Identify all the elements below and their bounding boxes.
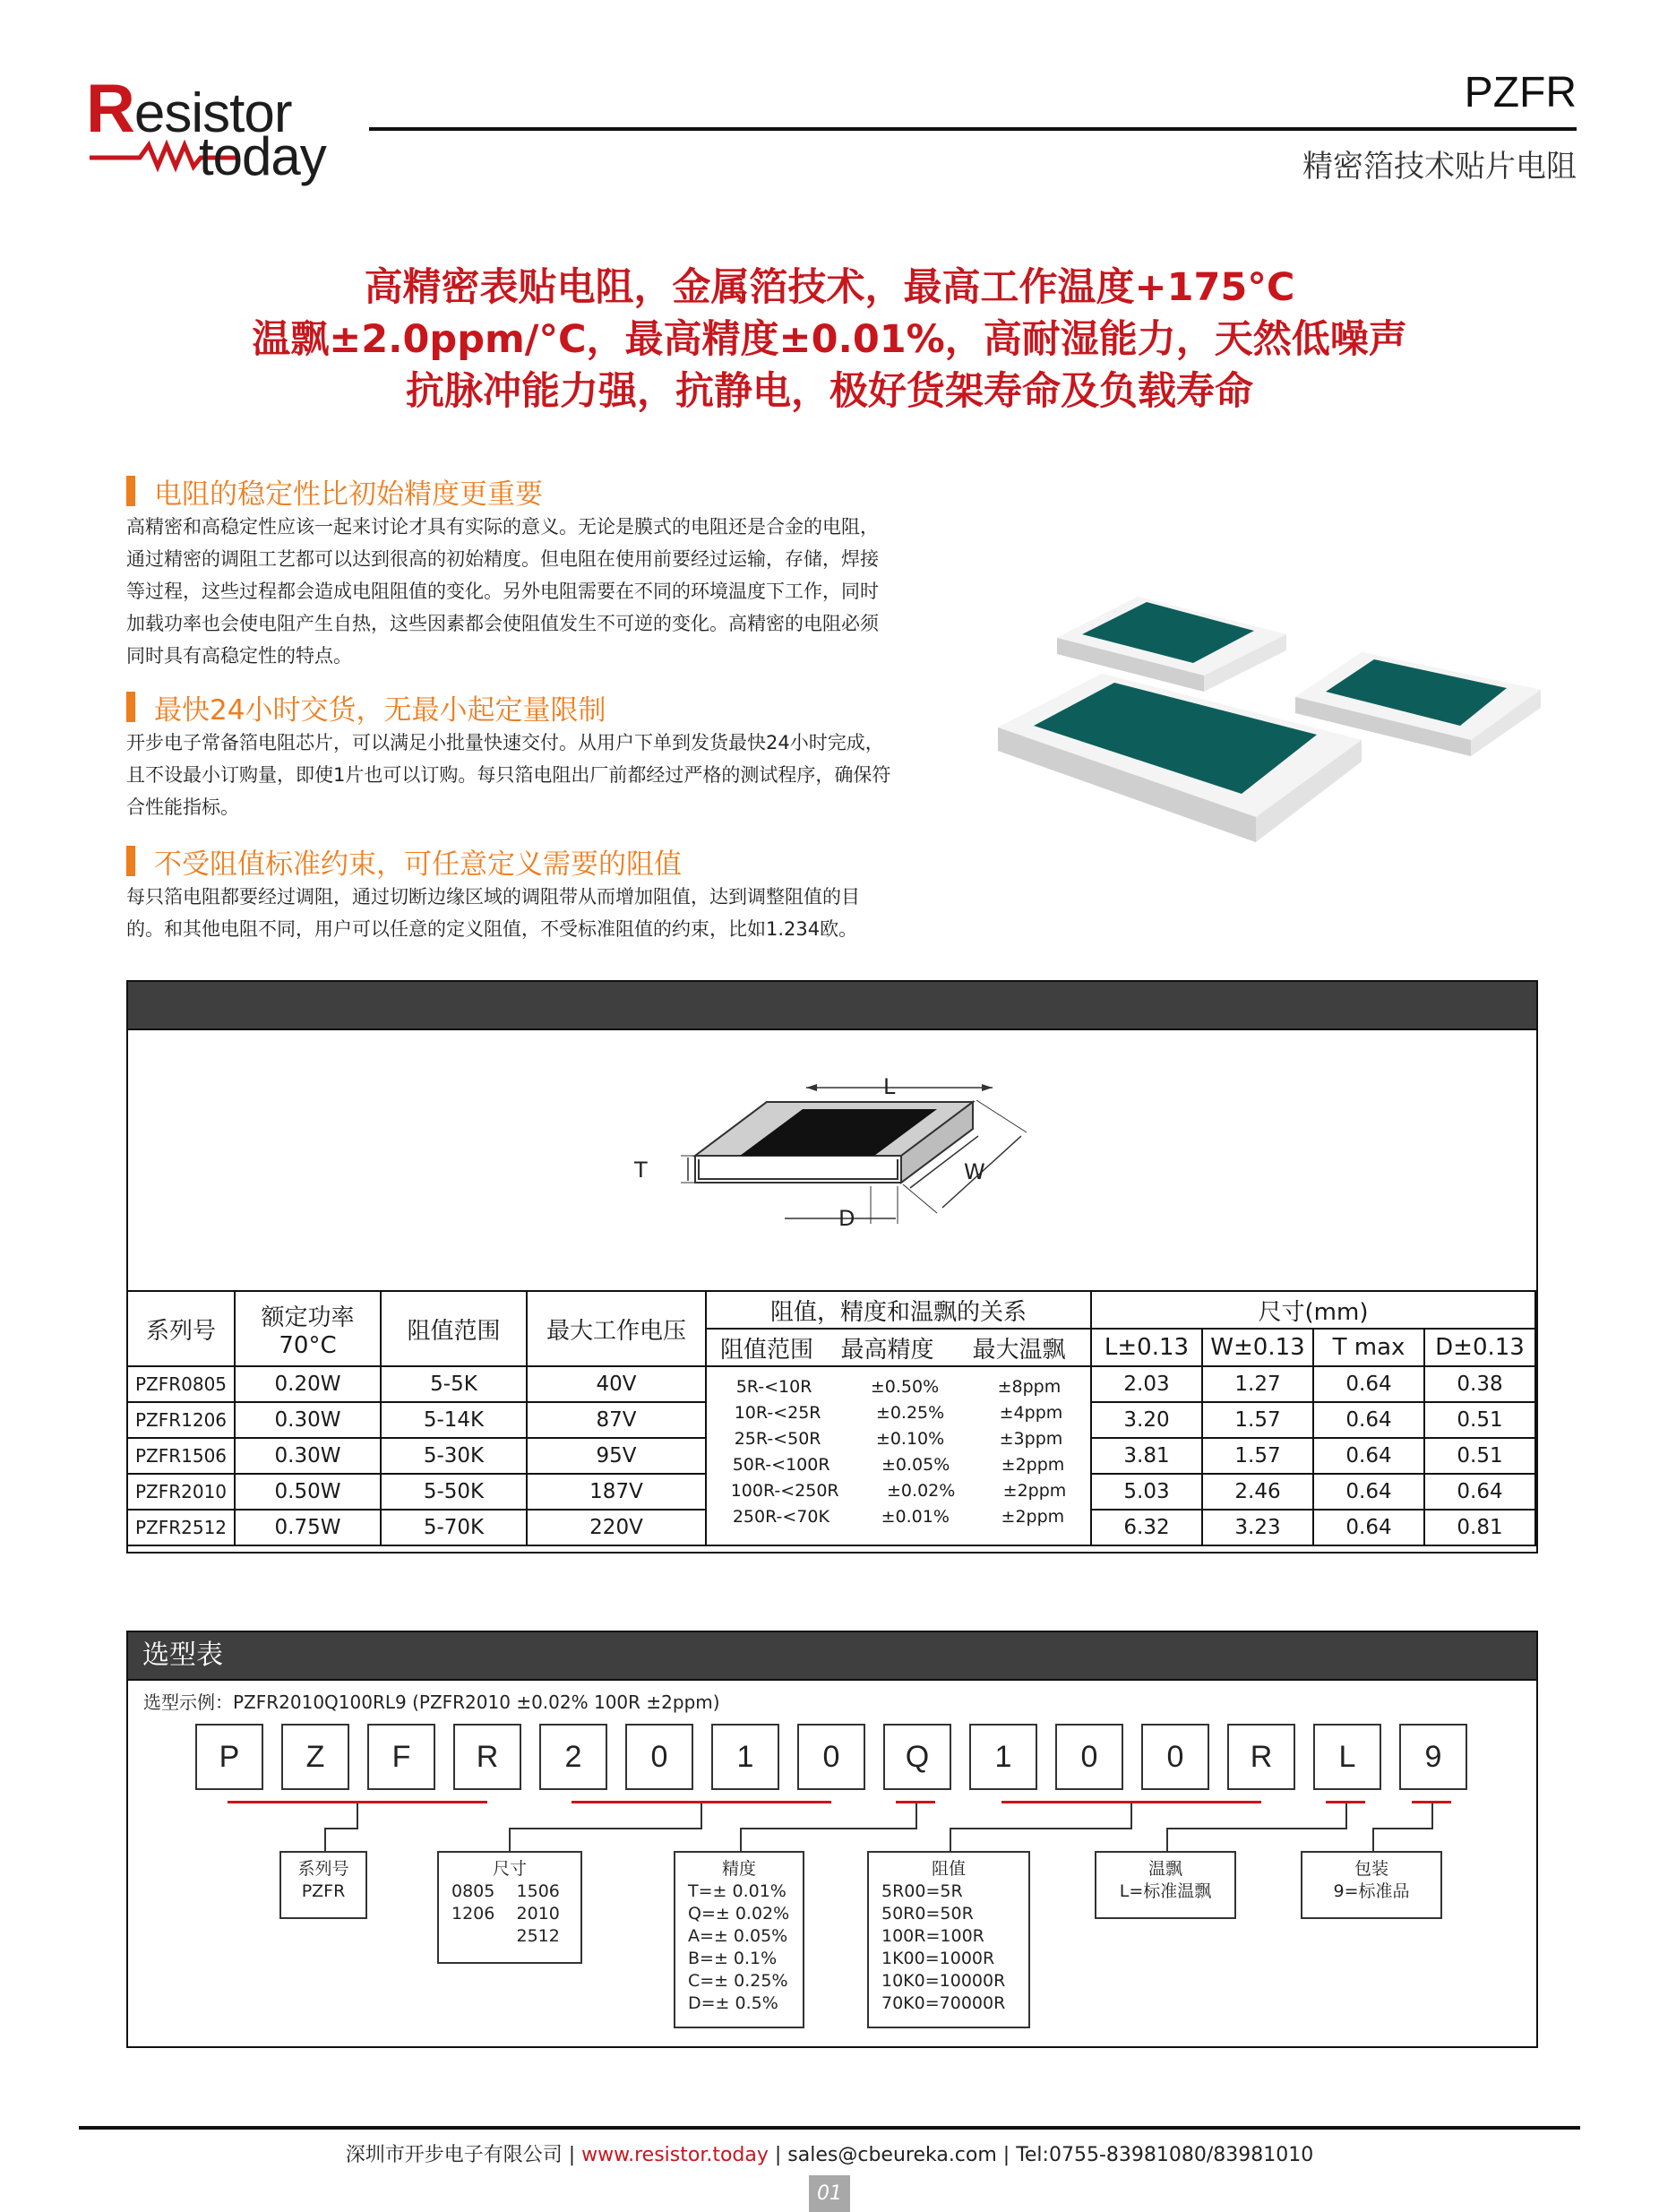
cell-l: 3.81 — [1091, 1438, 1202, 1474]
cell-t: 0.64 — [1313, 1510, 1424, 1545]
col-power — [235, 1291, 381, 1366]
legend-size — [437, 1851, 582, 1964]
connector — [740, 1828, 742, 1851]
cell-voltage: 187V — [527, 1474, 706, 1510]
code-char-box: R — [1227, 1724, 1295, 1790]
cell-power: 0.50W — [235, 1474, 381, 1510]
section-title-stability: 电阻的稳定性比初始精度更重要 — [154, 478, 543, 511]
rel-tcr: ±8ppm — [997, 1377, 1062, 1397]
col-range: 阻值范围 — [381, 1291, 527, 1366]
section-marker — [126, 476, 135, 506]
legend-values: T=± 0.01% Q=± 0.02% A=± 0.05% B=± 0.1% C=± 0.25% D=± 0.5% — [688, 1881, 790, 2013]
spec-header-bar — [126, 980, 1538, 1030]
col-dim-l: L±0.13 — [1091, 1329, 1202, 1366]
col-dim-w: W±0.13 — [1202, 1329, 1313, 1366]
cell-w: 2.46 — [1202, 1474, 1313, 1510]
rel-range: 100R-<250R — [730, 1481, 839, 1501]
text-line: 的。和其他电阻不同，用户可以任意的定义阻值，不受标准阻值的约束，比如1.234欧。 — [126, 918, 858, 940]
text-line: 加载功率也会使电阻产生自热，这些因素都会使阻值发生不可逆的变化。高精密的电阻必须 — [126, 613, 879, 634]
col-dims: 尺寸(mm) — [1091, 1291, 1535, 1329]
col-voltage: 最大工作电压 — [527, 1291, 706, 1366]
headline-line-2: 温飘±2.0ppm/°C，最高精度±0.01%，高耐湿能力，天然低噪声 — [252, 317, 1407, 362]
cell-power: 0.30W — [235, 1438, 381, 1474]
text-line: 每只箔电阻都要经过调阻，通过切断边缘区域的调阻带从而增加阻值，达到调整阻值的目 — [126, 886, 860, 908]
diagram-label-d: D — [838, 1206, 855, 1231]
legend-package — [1301, 1851, 1442, 1919]
selection-header-bar — [126, 1631, 1538, 1681]
section-title-custom-value: 不受阻值标准约束，可任意定义需要的阻值 — [154, 848, 682, 881]
text-line: 高精密和高稳定性应该一起来讨论才具有实际的意义。无论是膜式的电阻还是合金的电阻， — [126, 516, 879, 538]
diagram-label-l: L — [883, 1074, 896, 1099]
selection-title: 选型表 — [142, 1640, 223, 1671]
legend-tcr — [1095, 1851, 1236, 1919]
cell-l: 5.03 — [1091, 1474, 1202, 1510]
rel-range: 25R-<50R — [734, 1429, 821, 1449]
rel-range: 5R-<10R — [735, 1377, 812, 1397]
cell-d: 0.64 — [1424, 1474, 1535, 1510]
cell-l: 6.32 — [1091, 1510, 1202, 1545]
code-char-box: Z — [281, 1724, 349, 1790]
legend-values: 5R00=5R 50R0=50R 100R=100R 1K00=1000R 10K0=10000R 70K0=70000R — [881, 1881, 1006, 2013]
legend-series — [279, 1851, 367, 1919]
legend-values: 0805 1506 1206 2010 2512 — [451, 1881, 560, 1946]
cell-l: 2.03 — [1091, 1366, 1202, 1402]
col-rel-range: 阻值范围 — [706, 1329, 827, 1366]
cell-w: 1.57 — [1202, 1402, 1313, 1438]
rel-tcr: ±3ppm — [999, 1429, 1063, 1449]
cell-series: PZFR1506 — [127, 1438, 235, 1474]
code-char-box: 1 — [711, 1724, 779, 1790]
legend-resistance — [867, 1851, 1030, 2028]
connector — [1166, 1828, 1347, 1829]
rel-range: 50R-<100R — [732, 1455, 830, 1475]
rel-range: 10R-<25R — [734, 1403, 821, 1423]
cell-power: 0.30W — [235, 1402, 381, 1438]
spec-table — [126, 1290, 1536, 1546]
code-char-box: P — [195, 1724, 263, 1790]
cell-w: 1.57 — [1202, 1438, 1313, 1474]
page-number: 01 — [809, 2175, 850, 2212]
footer-company: 深圳市开步电子有限公司 | — [345, 2144, 582, 2166]
code-char-box: L — [1313, 1724, 1381, 1790]
rel-precision: ±0.01% — [881, 1507, 950, 1527]
cell-range: 5-50K — [381, 1474, 527, 1510]
rel-tcr: ±2ppm — [1001, 1455, 1065, 1475]
cell-power: 0.20W — [235, 1366, 381, 1402]
rel-tcr: ±2ppm — [1001, 1507, 1065, 1527]
col-rel-precision: 最高精度 — [827, 1329, 948, 1366]
col-series: 系列号 — [127, 1291, 235, 1366]
text-line: 开步电子常备箔电阻芯片，可以满足小批量快速交付。从用户下单到发货最快24小时完成， — [126, 732, 884, 753]
connector — [701, 1803, 702, 1829]
cell-range: 5-14K — [381, 1402, 527, 1438]
connector — [950, 1828, 1132, 1829]
cell-d: 0.51 — [1424, 1438, 1535, 1474]
legend-values: 9=标准品 — [1333, 1881, 1410, 1901]
header-rule — [369, 127, 1577, 131]
relation-block — [706, 1366, 1091, 1545]
cell-l: 3.20 — [1091, 1402, 1202, 1438]
selection-example: 选型示例：PZFR2010Q100RL9 (PZFR2010 ±0.02% 100R ±2ppm) — [143, 1691, 720, 1713]
legend-precision — [674, 1851, 804, 2028]
connector — [509, 1828, 702, 1829]
connector — [1372, 1828, 1374, 1851]
connector — [1345, 1803, 1347, 1829]
footer-contact: | sales@cbeureka.com | Tel:0755-83981080/83981010 — [768, 2144, 1314, 2166]
cell-d: 0.81 — [1424, 1510, 1535, 1545]
code-char-box: Q — [883, 1724, 951, 1790]
col-dim-t: T max — [1313, 1329, 1424, 1366]
rel-tcr: ±2ppm — [1002, 1481, 1067, 1501]
text-line: 同时具有高稳定性的特点。 — [126, 645, 352, 667]
relation-row — [707, 1504, 1090, 1530]
col-power-line1: 额定功率 — [261, 1304, 355, 1331]
cell-w: 1.27 — [1202, 1366, 1313, 1402]
rel-precision: ±0.50% — [870, 1377, 940, 1397]
footer-rule — [79, 2126, 1580, 2130]
footer-website-link[interactable]: www.resistor.today — [581, 2144, 769, 2166]
connector — [324, 1828, 358, 1829]
table-row — [127, 1366, 1535, 1402]
legend-title: 精度 — [721, 1859, 756, 1879]
cell-series: PZFR2010 — [127, 1474, 235, 1510]
connector — [357, 1803, 358, 1829]
footer — [0, 2139, 1659, 2167]
legend-values: L=标准温飘 — [1119, 1881, 1212, 1901]
code-char-box: 2 — [539, 1724, 607, 1790]
table-header-row — [127, 1291, 1535, 1329]
cell-d: 0.38 — [1424, 1366, 1535, 1402]
dimension-diagram — [627, 1066, 1039, 1245]
text-line: 且不设最小订购量，即使1片也可以订购。每只箔电阻出厂前都经过严格的测试程序，确保符 — [126, 764, 891, 786]
product-code: PZFR — [1464, 69, 1577, 116]
logo: Resistor — [86, 71, 292, 147]
diagram-label-w: W — [964, 1159, 985, 1184]
relation-row — [707, 1452, 1090, 1478]
text-line: 通过精密的调阻工艺都可以达到很高的初始精度。但电阻在使用前要经过运输，存储，焊接 — [126, 548, 879, 570]
diagram-label-t: T — [634, 1158, 648, 1183]
cell-range: 5-70K — [381, 1510, 527, 1545]
connector — [1372, 1828, 1433, 1829]
rel-precision: ±0.05% — [881, 1455, 950, 1475]
headline-line-1: 高精密表贴电阻，金属箔技术，最高工作温度+175°C — [364, 265, 1295, 310]
section-body-custom-value — [126, 881, 1013, 945]
rel-range: 250R-<70K — [732, 1507, 830, 1527]
rel-tcr: ±4ppm — [999, 1403, 1063, 1423]
logo-today: today — [199, 126, 326, 186]
connector — [324, 1828, 326, 1851]
headline-line-3: 抗脉冲能力强，抗静电，极好货架寿命及负载寿命 — [406, 369, 1253, 414]
rel-precision: ±0.10% — [875, 1429, 945, 1449]
cell-range: 5-5K — [381, 1366, 527, 1402]
legend-title: 包装 — [1354, 1859, 1388, 1879]
cell-t: 0.64 — [1313, 1402, 1424, 1438]
text-line: 等过程，这些过程都会造成电阻阻值的变化。另外电阻需要在不同的环境温度下工作，同时 — [126, 581, 879, 602]
connector — [740, 1828, 917, 1829]
cell-series: PZFR1206 — [127, 1402, 235, 1438]
resistor-chips-image — [994, 582, 1550, 887]
cell-t: 0.64 — [1313, 1438, 1424, 1474]
cell-power: 0.75W — [235, 1510, 381, 1545]
section-body-stability — [126, 511, 1013, 672]
cell-t: 0.64 — [1313, 1474, 1424, 1510]
cell-range: 5-30K — [381, 1438, 527, 1474]
connector — [1431, 1803, 1433, 1829]
legend-title: 阻值 — [931, 1859, 966, 1879]
relation-row — [707, 1374, 1090, 1400]
cell-voltage: 87V — [527, 1402, 706, 1438]
relation-row — [707, 1400, 1090, 1426]
connector — [1130, 1803, 1132, 1829]
text-line: 合性能指标。 — [126, 796, 239, 818]
legend-values: PZFR — [301, 1881, 346, 1901]
code-char-box: 0 — [625, 1724, 693, 1790]
rel-precision: ±0.02% — [887, 1481, 956, 1501]
code-char-box: 9 — [1399, 1724, 1467, 1790]
connector — [915, 1803, 917, 1829]
col-dim-d: D±0.13 — [1424, 1329, 1535, 1366]
legend-title: 尺寸 — [492, 1859, 527, 1879]
col-rel-tcr: 最大温飘 — [948, 1329, 1091, 1366]
cell-t: 0.64 — [1313, 1366, 1424, 1402]
cell-voltage: 95V — [527, 1438, 706, 1474]
cell-series: PZFR2512 — [127, 1510, 235, 1545]
code-char-box: 0 — [1141, 1724, 1209, 1790]
section-title-delivery: 最快24小时交货，无最小起定量限制 — [154, 694, 606, 727]
code-char-box: 0 — [1055, 1724, 1123, 1790]
relation-row — [707, 1478, 1090, 1504]
connector — [1166, 1828, 1168, 1851]
product-subtitle: 精密箔技术贴片电阻 — [1302, 149, 1577, 185]
cell-voltage: 40V — [527, 1366, 706, 1402]
col-power-line2: 70°C — [279, 1331, 337, 1359]
connector — [950, 1828, 951, 1851]
cell-series: PZFR0805 — [127, 1366, 235, 1402]
cell-w: 3.23 — [1202, 1510, 1313, 1545]
legend-title: 系列号 — [297, 1859, 349, 1879]
section-body-delivery — [126, 727, 1013, 823]
code-char-box: F — [367, 1724, 435, 1790]
code-char-box: R — [453, 1724, 521, 1790]
rel-precision: ±0.25% — [875, 1403, 945, 1423]
section-marker — [126, 692, 135, 722]
code-char-box: 1 — [969, 1724, 1037, 1790]
cell-d: 0.51 — [1424, 1402, 1535, 1438]
section-marker — [126, 846, 135, 876]
relation-row — [707, 1426, 1090, 1452]
code-char-box: 0 — [797, 1724, 865, 1790]
connector — [509, 1828, 511, 1851]
legend-title: 温飘 — [1148, 1859, 1182, 1879]
cell-voltage: 220V — [527, 1510, 706, 1545]
col-relation: 阻值，精度和温飘的关系 — [706, 1291, 1091, 1329]
